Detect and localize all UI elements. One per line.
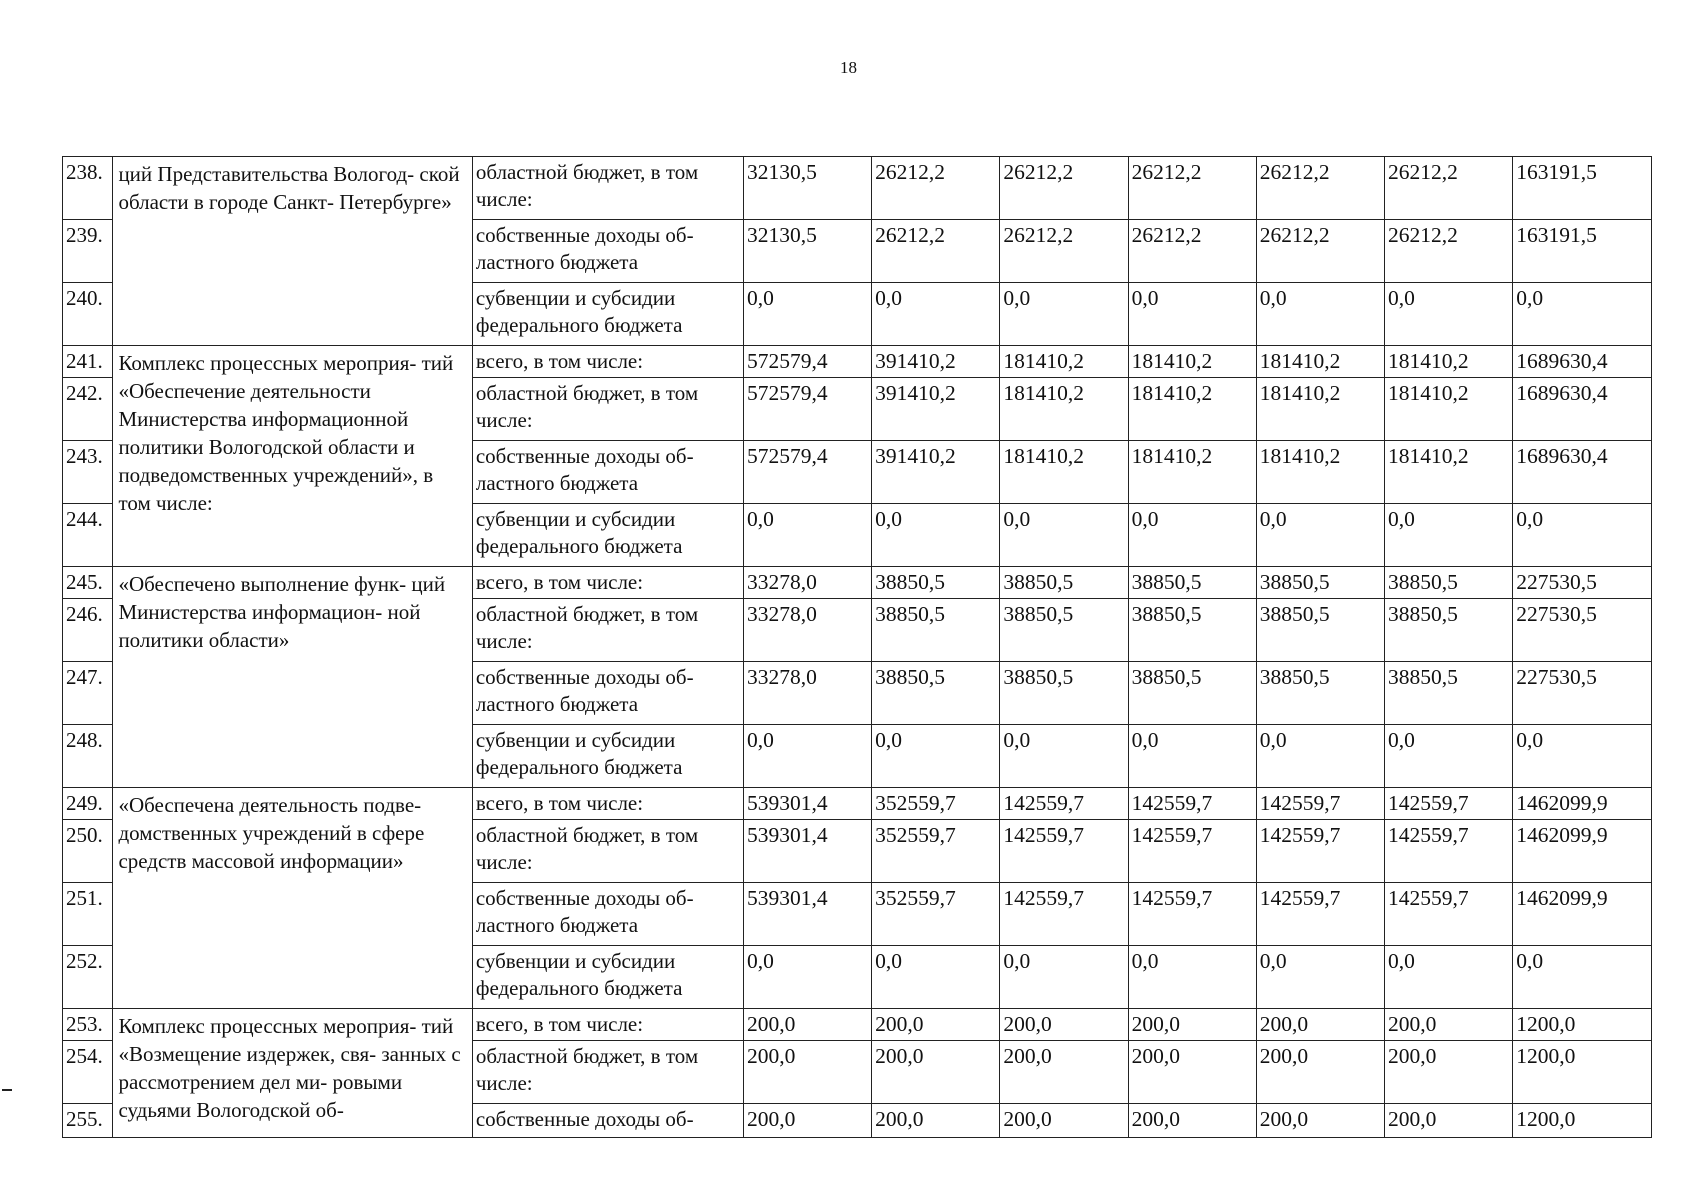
year-value-cell: 0,0 [1384,504,1512,567]
year-value-cell: 200,0 [1128,1009,1256,1041]
year-value-cell: 0,0 [743,283,871,346]
total-value-cell: 1200,0 [1513,1104,1652,1138]
year-value-cell: 26212,2 [1256,157,1384,220]
year-value-cell: 38850,5 [1128,662,1256,725]
year-value-cell: 38850,5 [1384,567,1512,599]
funding-source: всего, в том числе: [472,1009,743,1041]
year-value-cell: 0,0 [872,946,1000,1009]
row-number: 240. [63,283,113,346]
funding-source: субвенции и субсидии федерального бюджета [472,504,743,567]
year-value-cell: 0,0 [743,725,871,788]
total-value-cell: 163191,5 [1513,157,1652,220]
year-value-cell: 352559,7 [872,883,1000,946]
year-value-cell: 0,0 [1384,725,1512,788]
year-value-cell: 142559,7 [1256,820,1384,883]
year-value-cell: 181410,2 [1256,441,1384,504]
year-value-cell: 200,0 [1256,1104,1384,1138]
year-value-cell: 181410,2 [1000,441,1128,504]
year-value-cell: 38850,5 [872,599,1000,662]
year-value-cell: 181410,2 [1384,346,1512,378]
budget-table [62,156,1652,1138]
year-value-cell: 38850,5 [1128,599,1256,662]
year-value-cell: 38850,5 [1000,599,1128,662]
row-number: 238. [63,157,113,220]
year-value-cell: 391410,2 [872,346,1000,378]
total-value-cell: 0,0 [1513,946,1652,1009]
year-value-cell: 0,0 [1000,283,1128,346]
year-value-cell: 391410,2 [872,441,1000,504]
margin-mark [2,1089,12,1091]
year-value-cell: 200,0 [1256,1041,1384,1104]
year-value-cell: 200,0 [1000,1009,1128,1041]
page-number: 18 [840,58,857,77]
year-value-cell: 26212,2 [1384,220,1512,283]
year-value-cell: 38850,5 [1384,662,1512,725]
total-value-cell: 1200,0 [1513,1041,1652,1104]
year-value-cell: 38850,5 [1256,662,1384,725]
year-value-cell: 142559,7 [1128,820,1256,883]
year-value-cell: 200,0 [1256,1009,1384,1041]
year-value-cell: 181410,2 [1384,441,1512,504]
year-value-cell: 26212,2 [1256,220,1384,283]
total-value-cell: 1200,0 [1513,1009,1652,1041]
year-value-cell: 181410,2 [1384,378,1512,441]
row-number: 241. [63,346,113,378]
year-value-cell: 0,0 [1128,725,1256,788]
funding-source: областной бюджет, в том числе: [472,378,743,441]
year-value-cell: 0,0 [743,504,871,567]
year-value-cell: 0,0 [1384,946,1512,1009]
year-value-cell: 181410,2 [1256,346,1384,378]
year-value-cell: 200,0 [872,1041,1000,1104]
funding-source: областной бюджет, в том числе: [472,820,743,883]
total-value-cell: 1462099,9 [1513,788,1652,820]
year-value-cell: 200,0 [1128,1104,1256,1138]
year-value-cell: 26212,2 [1000,157,1128,220]
year-value-cell: 0,0 [1000,725,1128,788]
year-value-cell: 32130,5 [743,220,871,283]
year-value-cell: 38850,5 [1000,567,1128,599]
year-value-cell: 391410,2 [872,378,1000,441]
row-number: 250. [63,820,113,883]
table-row [63,157,1652,220]
year-value-cell: 0,0 [1128,504,1256,567]
total-value-cell: 1462099,9 [1513,883,1652,946]
row-number: 255. [63,1104,113,1138]
year-value-cell: 0,0 [1000,946,1128,1009]
year-value-cell: 38850,5 [872,662,1000,725]
measure-name: ций Представительства Вологод- ской области в городе Санкт- Петербурге» [113,157,472,346]
year-value-cell: 352559,7 [872,788,1000,820]
year-value-cell: 38850,5 [1256,567,1384,599]
year-value-cell: 38850,5 [1000,662,1128,725]
year-value-cell: 0,0 [1256,725,1384,788]
measure-name: «Обеспечена деятельность подве- домственных учреждений в сфере средств массовой информации» [113,788,472,1009]
year-value-cell: 0,0 [872,283,1000,346]
year-value-cell: 0,0 [1000,504,1128,567]
year-value-cell: 33278,0 [743,599,871,662]
year-value-cell: 572579,4 [743,346,871,378]
year-value-cell: 142559,7 [1384,820,1512,883]
total-value-cell: 1689630,4 [1513,378,1652,441]
year-value-cell: 200,0 [1384,1104,1512,1138]
year-value-cell: 200,0 [1128,1041,1256,1104]
year-value-cell: 142559,7 [1384,788,1512,820]
year-value-cell: 572579,4 [743,378,871,441]
funding-source: областной бюджет, в том числе: [472,599,743,662]
total-value-cell: 1462099,9 [1513,820,1652,883]
year-value-cell: 200,0 [743,1104,871,1138]
funding-source: областной бюджет, в том числе: [472,1041,743,1104]
total-value-cell: 1689630,4 [1513,346,1652,378]
total-value-cell: 227530,5 [1513,599,1652,662]
year-value-cell: 0,0 [1384,283,1512,346]
year-value-cell: 142559,7 [1128,788,1256,820]
year-value-cell: 181410,2 [1128,441,1256,504]
year-value-cell: 181410,2 [1128,346,1256,378]
row-number: 254. [63,1041,113,1104]
funding-source: собственные доходы об- ластного бюджета [472,883,743,946]
funding-source: всего, в том числе: [472,346,743,378]
year-value-cell: 142559,7 [1384,883,1512,946]
year-value-cell: 0,0 [872,725,1000,788]
measure-name: «Обеспечено выполнение функ- ций Министерства информацион- ной политики области» [113,567,472,788]
row-number: 239. [63,220,113,283]
year-value-cell: 38850,5 [872,567,1000,599]
funding-source: собственные доходы об- ластного бюджета [472,441,743,504]
year-value-cell: 0,0 [1256,283,1384,346]
row-number: 252. [63,946,113,1009]
total-value-cell: 227530,5 [1513,567,1652,599]
row-number: 253. [63,1009,113,1041]
year-value-cell: 572579,4 [743,441,871,504]
total-value-cell: 227530,5 [1513,662,1652,725]
row-number: 249. [63,788,113,820]
funding-source: субвенции и субсидии федерального бюджета [472,725,743,788]
year-value-cell: 539301,4 [743,820,871,883]
year-value-cell: 0,0 [1256,946,1384,1009]
year-value-cell: 142559,7 [1000,788,1128,820]
year-value-cell: 142559,7 [1000,820,1128,883]
funding-source: субвенции и субсидии федерального бюджета [472,283,743,346]
row-number: 242. [63,378,113,441]
year-value-cell: 200,0 [1000,1104,1128,1138]
row-number: 246. [63,599,113,662]
year-value-cell: 200,0 [1384,1009,1512,1041]
year-value-cell: 181410,2 [1000,378,1128,441]
table-row [63,567,1652,599]
funding-source: собственные доходы об- ластного бюджета [472,220,743,283]
year-value-cell: 181410,2 [1128,378,1256,441]
year-value-cell: 200,0 [872,1104,1000,1138]
total-value-cell: 0,0 [1513,504,1652,567]
total-value-cell: 163191,5 [1513,220,1652,283]
year-value-cell: 0,0 [1256,504,1384,567]
year-value-cell: 181410,2 [1256,378,1384,441]
funding-source: всего, в том числе: [472,788,743,820]
row-number: 245. [63,567,113,599]
year-value-cell: 539301,4 [743,883,871,946]
year-value-cell: 33278,0 [743,662,871,725]
year-value-cell: 26212,2 [1000,220,1128,283]
measure-name: Комплекс процессных мероприя- тий «Обеспечение деятельности Министерства информационной политики Вологодской области и подведомственных учреждений», в том числе: [113,346,472,567]
year-value-cell: 38850,5 [1128,567,1256,599]
funding-source: субвенции и субсидии федерального бюджета [472,946,743,1009]
year-value-cell: 142559,7 [1128,883,1256,946]
year-value-cell: 32130,5 [743,157,871,220]
total-value-cell: 0,0 [1513,283,1652,346]
year-value-cell: 0,0 [1128,283,1256,346]
year-value-cell: 539301,4 [743,788,871,820]
year-value-cell: 142559,7 [1256,883,1384,946]
funding-source: всего, в том числе: [472,567,743,599]
year-value-cell: 200,0 [1000,1041,1128,1104]
total-value-cell: 1689630,4 [1513,441,1652,504]
year-value-cell: 142559,7 [1000,883,1128,946]
row-number: 247. [63,662,113,725]
year-value-cell: 26212,2 [1384,157,1512,220]
table-row [63,1009,1652,1041]
row-number: 251. [63,883,113,946]
year-value-cell: 38850,5 [1384,599,1512,662]
year-value-cell: 33278,0 [743,567,871,599]
year-value-cell: 142559,7 [1256,788,1384,820]
row-number: 243. [63,441,113,504]
year-value-cell: 26212,2 [872,157,1000,220]
total-value-cell: 0,0 [1513,725,1652,788]
year-value-cell: 0,0 [743,946,871,1009]
year-value-cell: 352559,7 [872,820,1000,883]
row-number: 248. [63,725,113,788]
table-row [63,788,1652,820]
year-value-cell: 0,0 [1128,946,1256,1009]
year-value-cell: 200,0 [743,1041,871,1104]
funding-source: областной бюджет, в том числе: [472,157,743,220]
year-value-cell: 200,0 [872,1009,1000,1041]
funding-source: собственные доходы об- [472,1104,743,1138]
row-number: 244. [63,504,113,567]
year-value-cell: 181410,2 [1000,346,1128,378]
year-value-cell: 26212,2 [1128,220,1256,283]
year-value-cell: 200,0 [1384,1041,1512,1104]
year-value-cell: 26212,2 [872,220,1000,283]
table-row [63,346,1652,378]
year-value-cell: 0,0 [872,504,1000,567]
year-value-cell: 200,0 [743,1009,871,1041]
table-body [63,157,1652,1138]
year-value-cell: 38850,5 [1256,599,1384,662]
year-value-cell: 26212,2 [1128,157,1256,220]
funding-source: собственные доходы об- ластного бюджета [472,662,743,725]
measure-name: Комплекс процессных мероприя- тий «Возмещение издержек, свя- занных с рассмотрением дел ми- ровыми судьями Вологодской об- [113,1009,472,1138]
